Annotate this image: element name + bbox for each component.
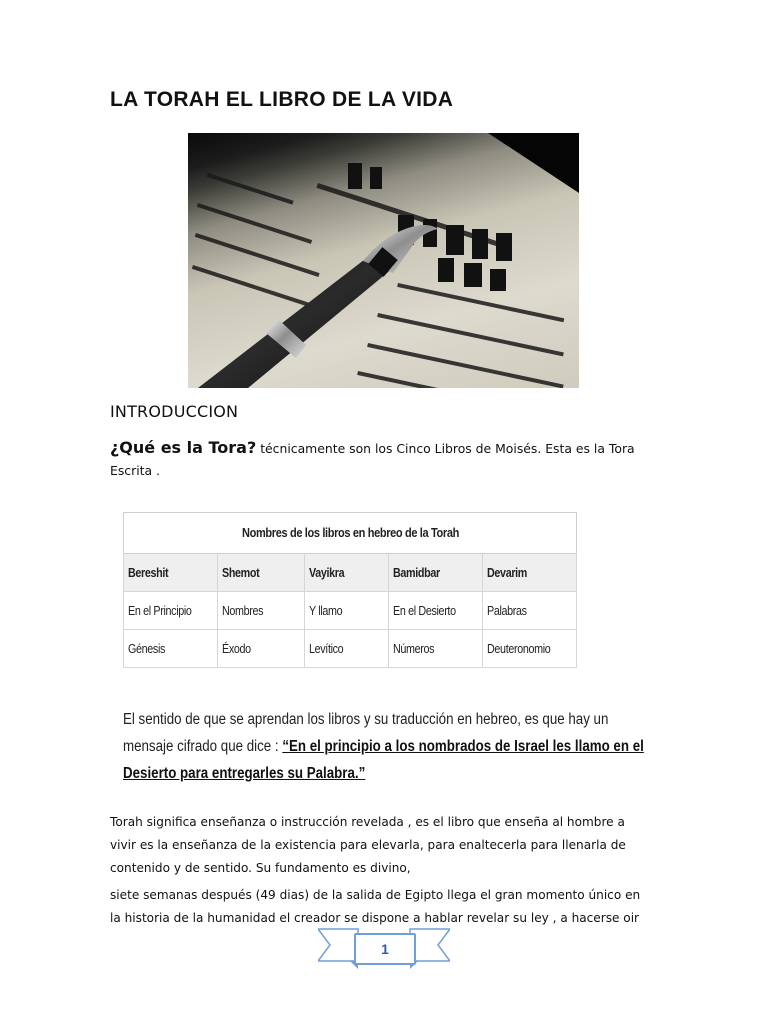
- page-number: 1: [354, 933, 416, 965]
- body-paragraph: [110, 884, 670, 930]
- intro-question: ¿Qué es la Tora?: [110, 438, 257, 457]
- table-row: [124, 554, 577, 592]
- quote-text: mensaje cifrado que dice :: [123, 738, 283, 755]
- table-cell: Números: [388, 630, 482, 668]
- paragraph-line: vivir es la enseñanza de la existencia para elevarla, para enaltecerla para llenarla de: [110, 838, 626, 852]
- intro-answer: técnicamente son los Cinco Libros de Moisés. Esta es la Tora Escrita .: [110, 441, 635, 478]
- intro-paragraph: [110, 437, 650, 482]
- quote-emphasis: Desierto para entregarles su Palabra.”: [123, 765, 366, 782]
- table-cell: Génesis: [124, 630, 218, 668]
- paragraph-line: la historia de la humanidad el creador se dispone a hablar revelar su ley , a hacerse oir: [110, 911, 640, 925]
- table-cell: En el Desierto: [388, 592, 482, 630]
- quote-emphasis: “En el principio a los nombrados de Israel les llamo en el: [282, 738, 644, 755]
- document-title: LA TORAH EL LIBRO DE LA VIDA: [110, 88, 454, 111]
- table-cell: Shemot: [218, 554, 304, 592]
- paragraph-line: contenido y de sentido. Su fundamento es divino,: [110, 861, 411, 875]
- table-row: [124, 630, 577, 668]
- table-cell: Y llamo: [304, 592, 388, 630]
- paragraph-line: Torah significa enseñanza o instrucción revelada , es el libro que enseña al hombre a: [110, 815, 625, 829]
- table-row: [124, 592, 577, 630]
- quote-line: [123, 733, 644, 760]
- table-cell: Devarim: [482, 554, 576, 592]
- table-cell: Éxodo: [218, 630, 304, 668]
- table-cell: En el Principio: [124, 592, 218, 630]
- table-cell: Vayikra: [304, 554, 388, 592]
- section-heading: INTRODUCCION: [110, 402, 239, 421]
- table-cell: Levítico: [304, 630, 388, 668]
- paragraph-line: siete semanas después (49 dias) de la salida de Egipto llega el gran momento único en: [110, 888, 641, 902]
- torah-scroll-illustration: [188, 133, 579, 388]
- table-cell: Deuteronomio: [482, 630, 576, 668]
- body-paragraph: [110, 811, 670, 880]
- table-caption: Nombres de los libros en hebreo de la Torah: [151, 513, 550, 554]
- books-table: [123, 512, 577, 668]
- table-cell: Palabras: [482, 592, 576, 630]
- quote-block: [123, 706, 644, 787]
- table-cell: Bamidbar: [388, 554, 482, 592]
- quote-line: El sentido de que se aprendan los libros y su traducción en hebreo, es que hay un: [123, 711, 609, 728]
- page-number-banner: [318, 925, 450, 973]
- table-cell: Nombres: [218, 592, 304, 630]
- table-cell: Bereshit: [124, 554, 218, 592]
- torah-scroll-image: [188, 133, 579, 388]
